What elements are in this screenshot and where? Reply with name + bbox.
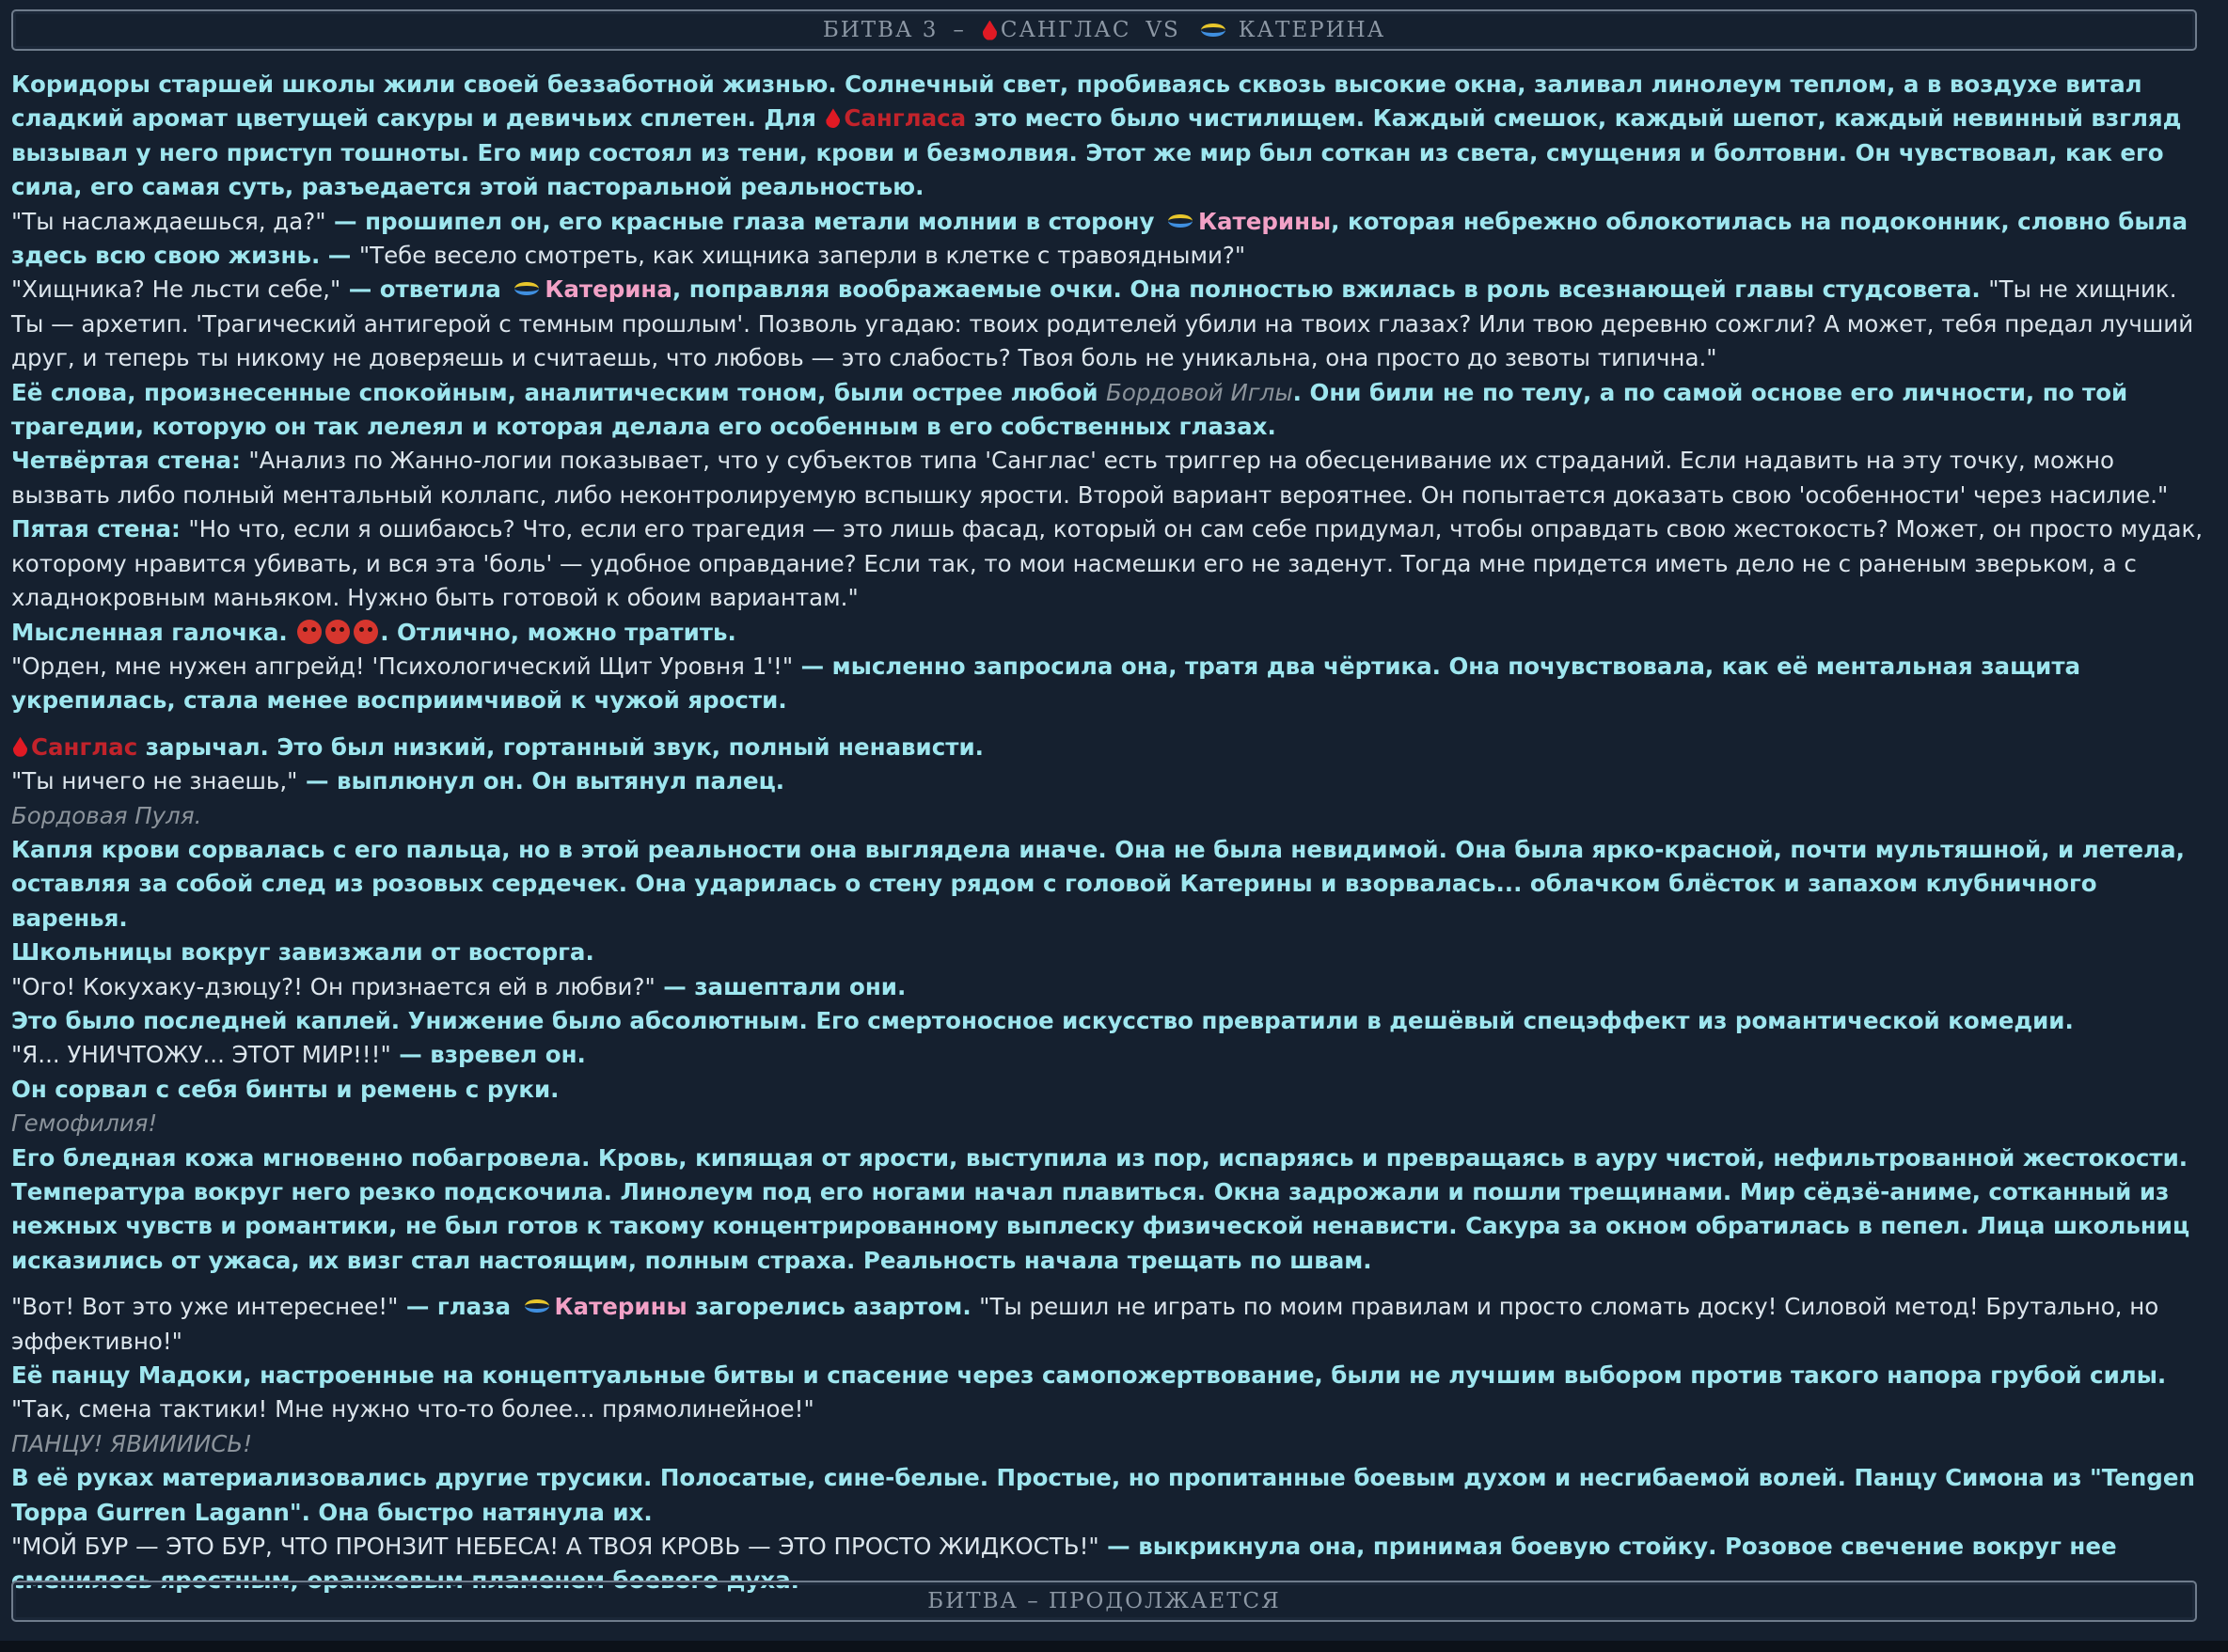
story-paragraph: Капля крови сорвалась с его пальца, но в этой реальности она выглядела иначе. Она не была невидимой. Она была ярко-красной, почти мультяшной, и летела, оставляя за собой след из розовых сердечек. Она ударилась о стену рядом с головой Катерины и взорвалась... облачком блёсток и запахом клубничного варенья. [11, 835, 2185, 932]
story-paragraph: Пятая стена: "Но что, если я ошибаюсь? Что, если его трагедия — это лишь фасад, который он сам себе придумал, чтобы оправдать свою жестокость? Может, он просто мудак, которому нравится убивать, и вся эта 'боль' — удобное оправдание? Если так, то мои насмешки его не заденут. Тогда мне придется иметь дело не с раненым зверьком, а с хладнокровным маньяком. Нужно быть готовой к обоим вариантам." [11, 515, 2204, 612]
story-paragraph: Он сорвал с себя бинты и ремень с руки. [11, 1075, 560, 1103]
story-paragraph: "Так, смена тактики! Мне нужно что-то более... прямолинейное!" [11, 1395, 814, 1424]
story-paragraph: Её панцу Мадоки, настроенные на концептуальные битвы и спасение через самопожертвование, были не лучшим выбором против такого напора грубой силы. [11, 1361, 2167, 1390]
story-paragraph: Его бледная кожа мгновенно побагровела. Кровь, кипящая от ярости, выступила из пор, испаряясь и превращаясь в ауру чистой, нефильтрованной жестокости. Температура вокруг него резко подскочила. Линолеум под его ногами начал плавиться. Окна задрожали и пошли трещинами. Мир сёдзё-аниме, сотканный из нежных чувств и романтики, не был готов к такому концентрированному выплеску физической ненависти. Сакура за окном обратилась в пепел. Лица школьниц исказились от ужаса, их визг стал настоящим, полным страха. Реальность начала трещать по швам. [11, 1143, 2190, 1274]
story-paragraph: Это было последней каплей. Унижение было абсолютным. Его смертоносное искусство превратили в дешёвый спецэффект из романтической комедии. [11, 1006, 2074, 1034]
blood-drop-icon [983, 21, 997, 40]
fighter-one-name: САНГЛАС [1000, 17, 1131, 42]
cycle-arrows-icon [1201, 24, 1225, 37]
story-paragraph [11, 1427, 2204, 1461]
cycle-arrows-icon [1168, 214, 1193, 228]
story-paragraph: "Ого! Кокухаку-дзюцу?! Он признается ей в любви?" — зашептали они. [11, 972, 907, 1000]
story-paragraph: Её слова, произнесенные спокойным, аналитическим тоном, были острее любой Бордовой Иглы. Они били не по телу, а по самой основе его личности, по той трагедии, которую он так лелеял и которая делала его особенным в его собственных глазах. [11, 378, 2128, 441]
story-paragraph: Мысленная галочка. . Отлично, можно тратить. [11, 618, 736, 646]
attack-name: Гемофилия! [11, 1109, 158, 1138]
story-paragraph: "Ты наслаждаешься, да?" — прошипел он, его красные глаза метали молнии в сторону Катерины, которая небрежно облокотилась на подоконник, словно была здесь всю свою жизнь. — "Тебе весело смотреть, как хищника заперли в клетке с травоядными?" [11, 207, 2188, 270]
katerina-name: Катерины [554, 1293, 687, 1321]
story-paragraph: Школьницы вокруг завизжали от восторга. [11, 938, 594, 967]
story-paragraph [11, 1107, 2204, 1141]
fifth-wall-label: Пятая стена: [11, 515, 181, 543]
katerina-name: Катерина [545, 275, 672, 304]
story-paragraph: "Хищника? Не льсти себе," — ответила Катерина, поправляя воображаемые очки. Она полностью вжилась в роль всезнающей главы студсовета. "Ты не хищник. Ты — архетип. 'Трагический антигерой с темным прошлым'. Позволь угадаю: твоих родителей убили на твоих глазах? Или твою деревню сожгли? А может, тебя предал лучший друг, и теперь ты никому не доверяешь и считаешь, что любовь — это слабость? Твоя боль не уникальна, она просто до зевоты типична." [11, 275, 2194, 372]
story-paragraph: Коридоры старшей школы жили своей беззаботной жизнью. Солнечный свет, пробиваясь сквозь высокие окна, заливал линолеум теплом, а в воздухе витал сладкий аромат цветущей сакуры и девичьих сплетен. Для Сангласа это место было чистилищем. Каждый смешок, каждый шепот, каждый невинный взгляд вызывал у него приступ тошноты. Его мир состоял из тени, крови и безмолвия. Этот же мир был соткан из света, смущения и болтовни. Он чувствовал, как его сила, его самая суть, разъедается этой пасторальной реальностью. [11, 71, 2182, 201]
battle-status-text: БИТВА – ПРОДОЛЖАЕТСЯ [927, 1588, 1281, 1613]
devil-face-icon [297, 620, 322, 644]
story-paragraph: Санглас зарычал. Это был низкий, гортанный звук, полный ненависти. [11, 731, 2204, 764]
story-paragraph: "МОЙ БУР — ЭТО БУР, ЧТО ПРОНЗИТ НЕБЕСА! А ТВОЯ КРОВЬ — ЭТО ПРОСТО ЖИДКОСТЬ!" — выкрикнула она, принимая боевую стойку. Розовое свечение вокруг нее сменилось яростным, оранжевым пламенем боевого духа. [11, 1533, 2117, 1595]
title-dash: – [953, 17, 966, 42]
versus-label: VS [1146, 17, 1180, 42]
battle-status-banner [11, 1581, 2197, 1622]
attack-name: Бордовая Пуля. [11, 801, 202, 829]
story-paragraph [11, 799, 2204, 833]
devil-face-icon [354, 620, 378, 644]
story-paragraph: "Ты ничего не знаешь," — выплюнул он. Он вытянул палец. [11, 767, 785, 795]
cycle-arrows-icon [514, 282, 539, 295]
battle-number: БИТВА 3 [822, 17, 939, 42]
fighter-two-name: КАТЕРИНА [1238, 17, 1386, 42]
story-paragraph: "Вот! Вот это уже интереснее!" — глаза Катерины загорелись азартом. "Ты решил не играть по моим правилам и просто сломать доску! Силовой метод! Брутально, но эффективно!" [11, 1293, 2159, 1355]
sanglas-name: Сангласа [844, 104, 967, 133]
devil-face-icon [325, 620, 350, 644]
story-paragraph: "Орден, мне нужен апгрейд! 'Психологический Щит Уровня 1'!" — мысленно запросила она, тратя два чёртика. Она почувствовала, как её ментальная защита укрепилась, стала менее восприимчивой к чужой ярости. [11, 652, 2081, 715]
story-paragraph: В её руках материализовались другие трусики. Полосатые, сине-белые. Простые, но пропитанные боевым духом и несгибаемой волей. Панцу Симона из "Tengen Toppa Gurren Lagann". Она быстро натянула их. [11, 1464, 2195, 1526]
sanglas-name: Санглас [31, 732, 138, 761]
bottom-strip [0, 1641, 2228, 1652]
attack-name: Бордовой Иглы [1106, 378, 1293, 406]
story-paragraph: "Я... УНИЧТОЖУ... ЭТОТ МИР!!!" — взревел он. [11, 1041, 586, 1069]
battle-story [11, 68, 2204, 1598]
story-paragraph: Четвёртая стена: "Анализ по Жанно-логии показывает, что у субъектов типа 'Санглас' есть триггер на обесценивание их страданий. Если надавить на эту точку, можно вызвать либо полный ментальный коллапс, либо неконтролируемую вспышку ярости. Второй вариант вероятнее. Он попытается доказать свою 'особенности' через насилие." [11, 447, 2169, 509]
blood-drop-icon [13, 737, 27, 757]
attack-name: ПАНЦУ! ЯВИИИИСЬ! [11, 1429, 253, 1457]
katerina-name: Катерины [1197, 207, 1332, 235]
fourth-wall-label: Четвёртая стена: [11, 447, 241, 475]
blood-drop-icon [826, 108, 840, 128]
cycle-arrows-icon [525, 1299, 549, 1313]
battle-title-banner [11, 9, 2197, 51]
